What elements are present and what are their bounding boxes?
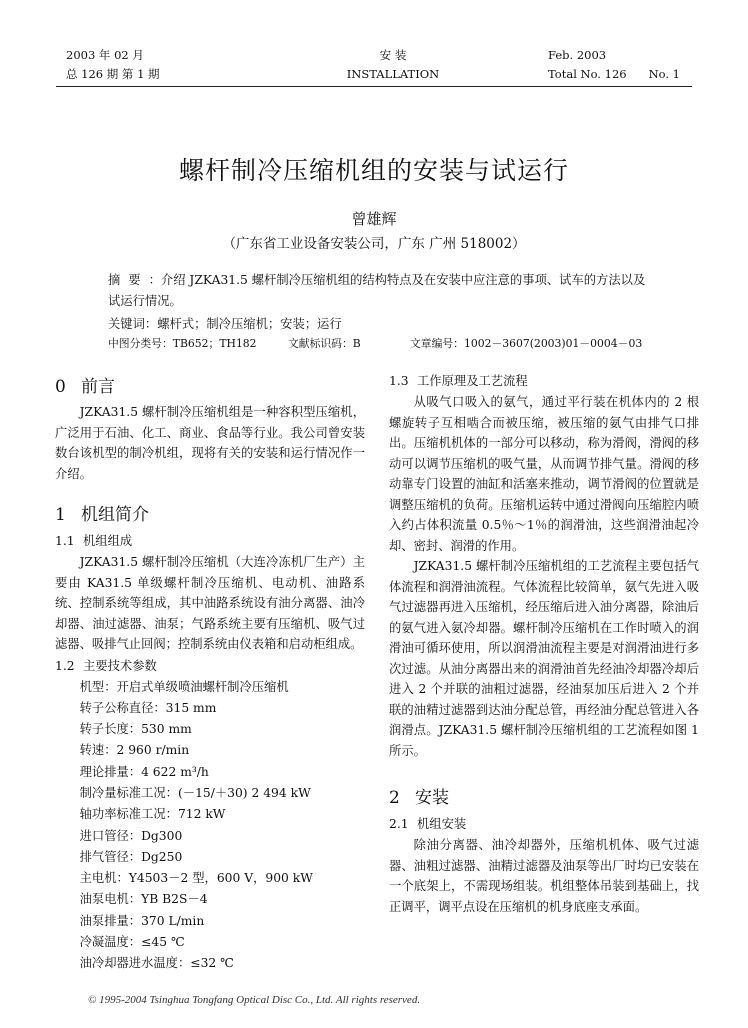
header-issue: 总 126 期 第 1 期 xyxy=(66,67,160,81)
header-issue-info xyxy=(66,46,160,84)
running-header xyxy=(56,46,692,86)
clc-number: 中图分类号：TB652；TH182 xyxy=(108,337,257,350)
paragraph-unit-installation: 除油分离器、油冷却器外，压缩机机体、吸气过滤器、油粗过滤器、油精过滤器及油泵等出厂时均已安装在一个底架上，不需现场组装。机组整体吊装到基础上，找正调平，调平点设在压缩机的机身底座支承面。 xyxy=(389,838,699,914)
header-date-en: Feb. 2003 xyxy=(548,48,607,62)
spec-item: 转子长度：530 mm xyxy=(79,722,192,737)
left-column xyxy=(55,372,365,975)
spec-item: 油冷却器进水温度：≤32 ℃ xyxy=(79,956,234,971)
paragraph-unit-composition: JZKA31.5 螺杆制冷压缩机（大连冷冻机厂生产）主要由 KA31.5 单级螺杆制冷压缩机、电动机、油路系统、控制系统等组成，其中油路系统设有油分离器、油冷却器、油过滤器、油泵；气路系统主要有压缩机、吸气过滤器、吸排气止回阀；控制系统由仪表箱和启动柜组成。 xyxy=(55,555,365,651)
spec-item: 机型：开启式单级喷油螺杆制冷压缩机 xyxy=(79,679,289,694)
spec-item: 转速：2 960 r/min xyxy=(79,743,190,758)
subsection-heading-1-1: 1.1 机组组成 xyxy=(55,534,133,548)
article-number: 文章编号：1002－3607(2003)01－0004－03 xyxy=(410,337,643,350)
header-issue-info-en xyxy=(548,46,680,84)
spec-item: 进口管径：Dg300 xyxy=(79,828,183,843)
spec-item: 冷凝温度：≤45 ℃ xyxy=(79,935,185,950)
section-heading-2: 2 安装 xyxy=(389,788,449,808)
journal-name-en: INSTALLATION xyxy=(346,67,440,81)
header-total-en: Total No. 126 xyxy=(548,67,627,81)
spec-item: 主电机：Y4503－2 型，600 V，900 kW xyxy=(79,871,313,886)
subsection-heading-2-1: 2.1 机组安装 xyxy=(389,817,467,831)
spec-item: 理论排量：4 622 m³/h xyxy=(79,764,209,779)
subsection-heading-1-3: 1.3 工作原理及工艺流程 xyxy=(389,374,528,388)
spec-item: 轴功率标准工况：712 kW xyxy=(79,807,226,822)
paragraph-process-flow: JZKA31.5 螺杆制冷压缩机组的工艺流程主要包括气体流程和润滑油流程。气体流程比较简单，氨气先进入吸气过滤器再进入压缩机，经压缩后进入油分离器，除油后的氨气进入氨冷却器。螺杆制冷压缩机在工作时喷入的润滑油可循环使用，所以润滑油流程主要是对润滑油进行多次过滤。从油分离器出来的润滑油首先经油冷却器冷却后进入 2 个并联的油粗过滤器，经油泵加压后进入 2 个并联的油精过滤器到达油分配总管，再经油分配总管进入各润滑点。JZKA31.5 螺杆制冷压缩机组的工艺流程如图 1 所示。 xyxy=(389,559,699,758)
paper-title: 螺杆制冷压缩机组的安装与试运行 xyxy=(178,156,569,185)
keywords: 关键词：螺杆式；制冷压缩机；安装；运行 xyxy=(108,317,342,331)
paragraph-introduction: JZKA31.5 螺杆制冷压缩机组是一种容积型压缩机，广泛用于石油、化工、商业、食品等行业。我公司曾安装数台该机型的制冷机组，现将有关的安装和运行情况作一介绍。 xyxy=(55,405,365,481)
author-name: 曾雄辉 xyxy=(351,210,397,228)
copyright-footer: © 1995-2004 Tsinghua Tongfang Optical Disc Co., Ltd. All rights reserved. xyxy=(88,994,421,1006)
spec-item: 油泵电机：YB B2S－4 xyxy=(79,892,208,907)
spec-item: 转子公称直径：315 mm xyxy=(79,700,217,715)
section-heading-1: 1 机组简介 xyxy=(55,505,149,525)
header-date: 2003 年 02 月 xyxy=(66,48,144,62)
abstract xyxy=(108,270,648,312)
spec-list xyxy=(55,677,365,975)
spec-item: 油泵排量：370 L/min xyxy=(79,913,205,928)
spec-item: 排气管径：Dg250 xyxy=(79,849,183,864)
spec-item: 制冷量标准工况：(－15/＋30) 2 494 kW xyxy=(79,785,311,800)
right-column xyxy=(389,370,699,917)
header-divider xyxy=(56,86,692,87)
author-affiliation: （广东省工业设备安装公司，广东 广州 518002） xyxy=(222,236,526,252)
header-journal xyxy=(318,46,468,84)
section-heading-0: 0 前言 xyxy=(55,377,115,397)
abstract-text: ：介绍 JZKA31.5 螺杆制冷压缩机组的结构特点及在安装中应注意的事项、试车的方法以及试运行情况。 xyxy=(108,273,646,308)
subsection-heading-1-2: 1.2 主要技术参数 xyxy=(55,658,157,673)
journal-name-cn: 安 装 xyxy=(379,48,407,62)
abstract-label: 摘要 xyxy=(108,273,149,287)
header-no-en: No. 1 xyxy=(648,67,680,81)
paragraph-working-principle: 从吸气口吸入的氨气，通过平行装在机体内的 2 根螺旋转子互相啮合而被压缩，被压缩的氨气由排气口排出。压缩机机体的一部分可以移动，称为滑阀，滑阀的移动可以调节压缩机的吸气量，从而调节排气量。滑阀的移动靠专门设置的油缸和活塞来推动，调节滑阀的位置就是调整压缩机的负荷。压缩机运转中通过滑阀向压缩腔内喷入约占体积流量 0.5％～1％的润滑油，这些润滑油起冷却、密封、润滑的作用。 xyxy=(389,395,699,553)
document-code: 文献标识码：B xyxy=(288,337,361,350)
